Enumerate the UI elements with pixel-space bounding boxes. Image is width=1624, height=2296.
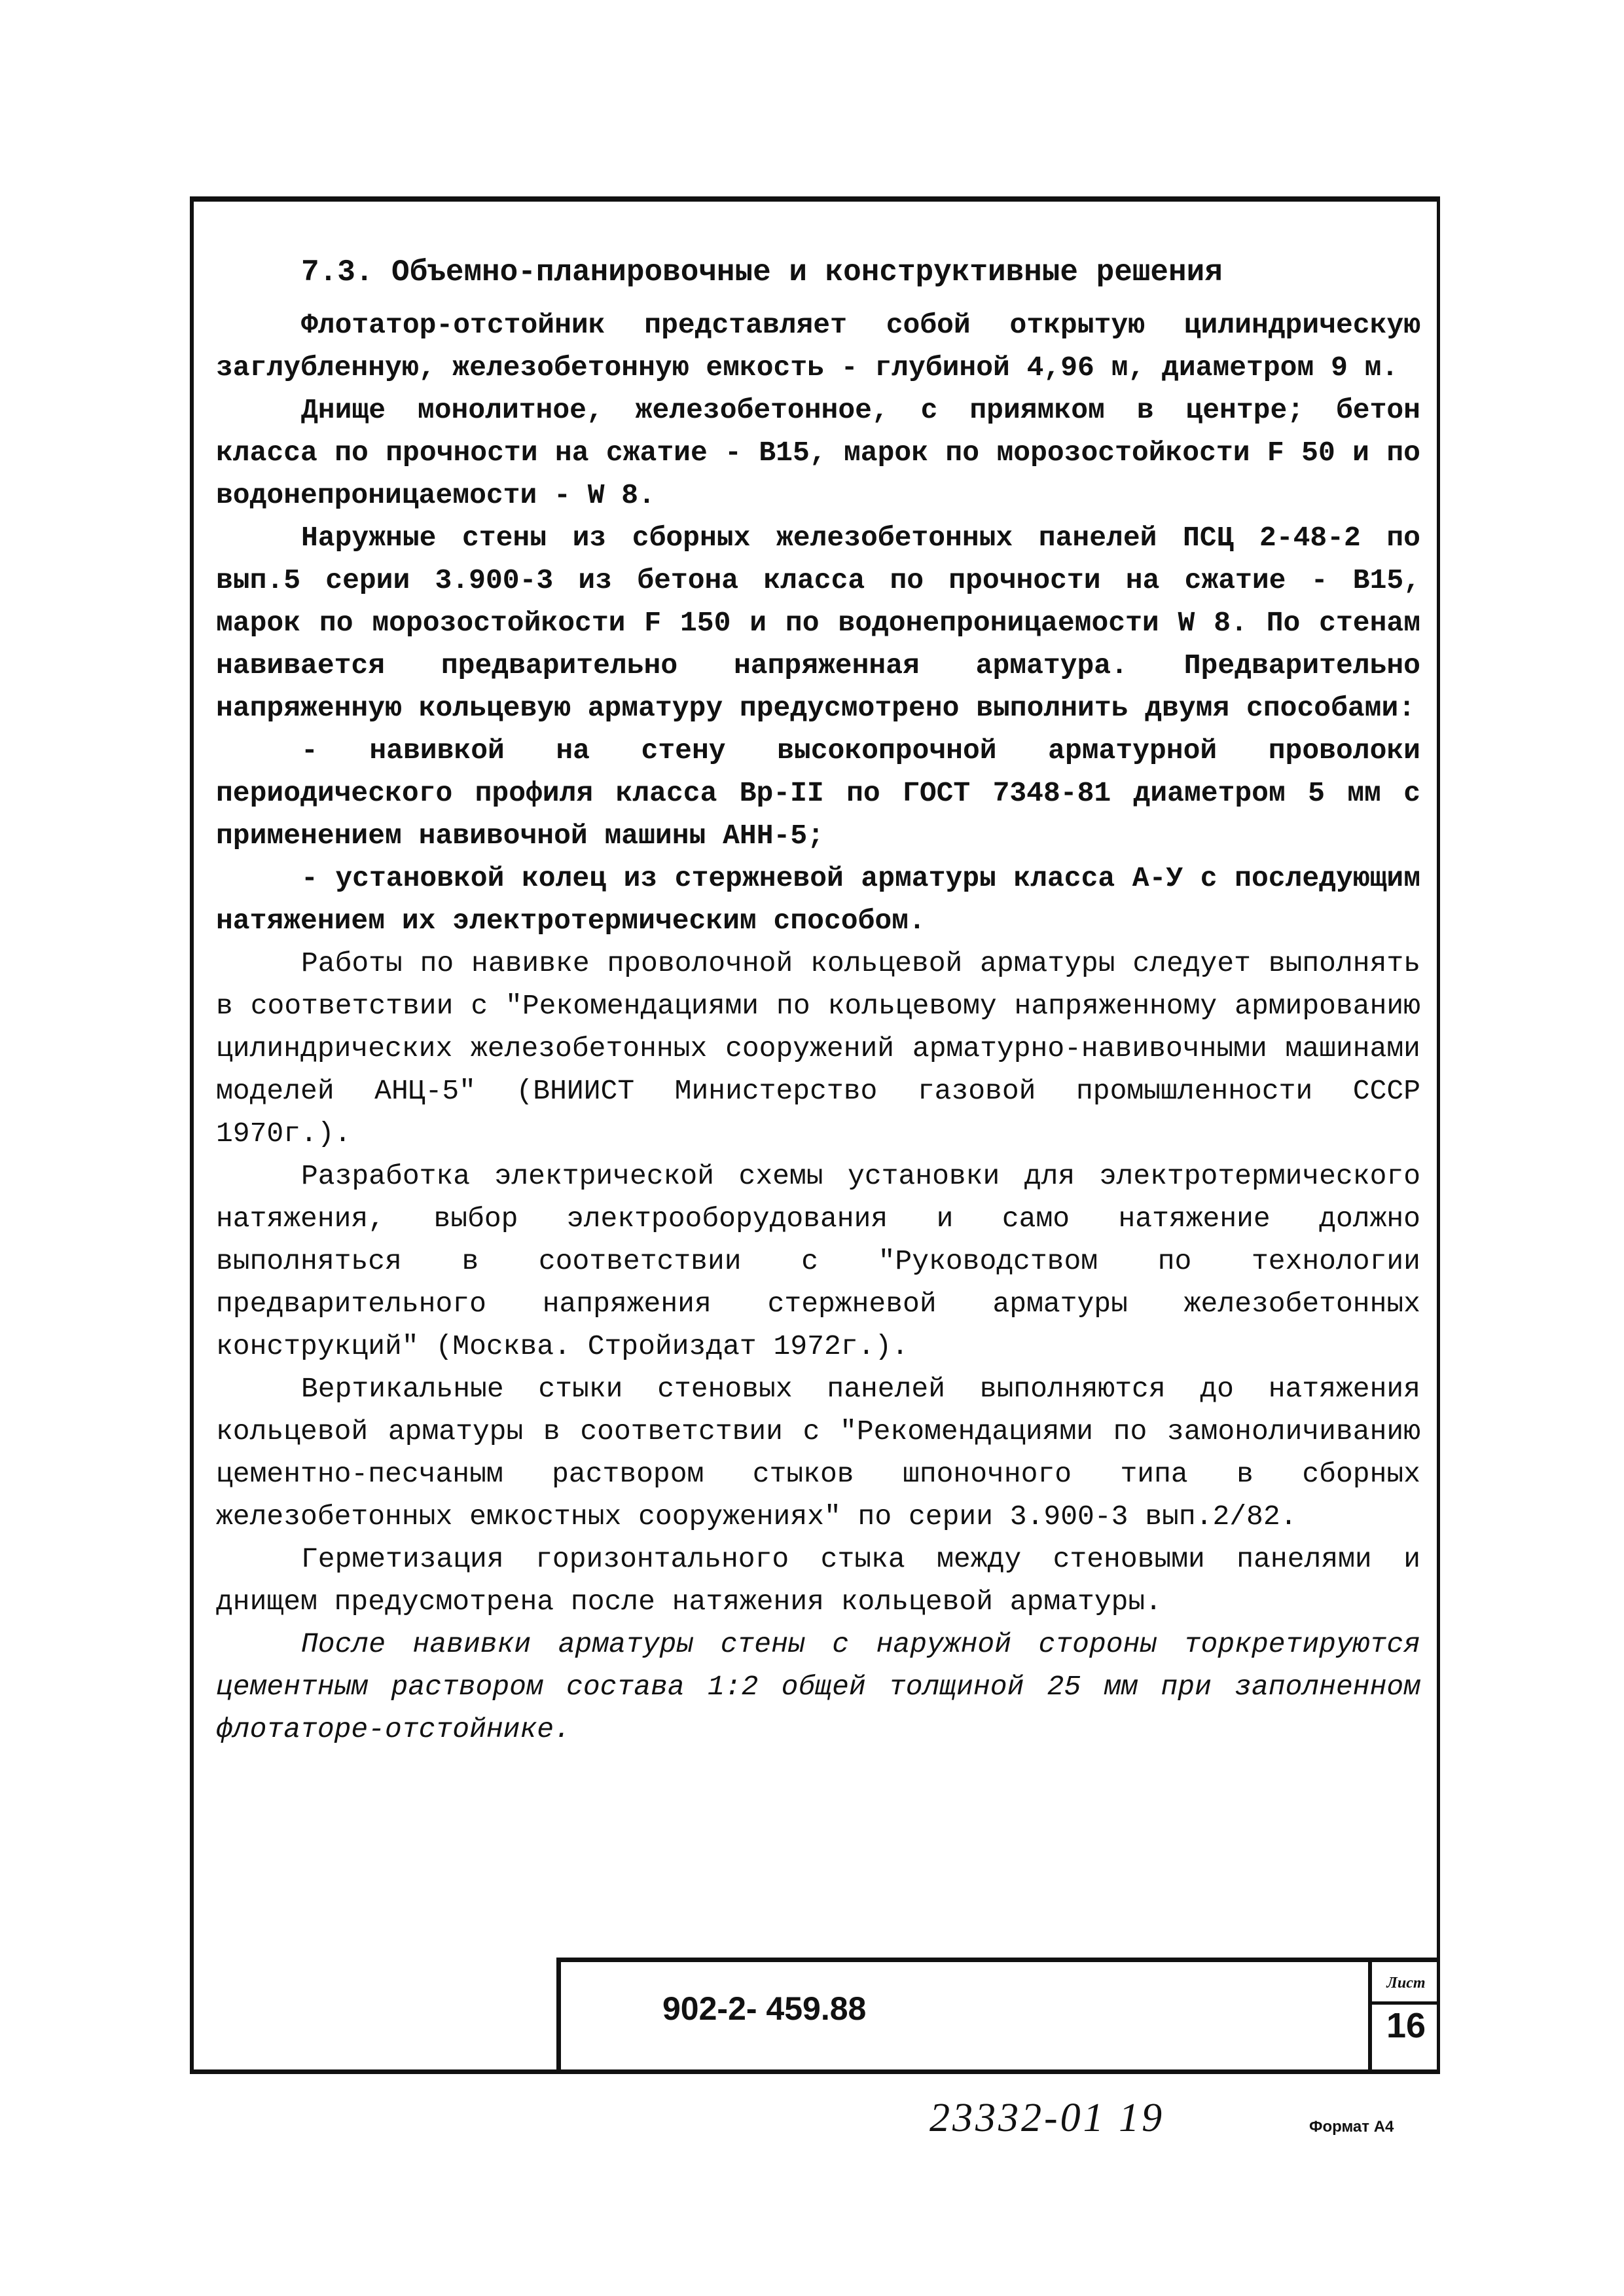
paragraph-7: Разработка электрической схемы установки для электротермического натяжения, выбор электрооборудования и само натяжение должно выполняться в соответствии с "Руководством по технологии предварительного напряжения стержневой арматуры железобетонных конструкций" (Москва. Стройиздат 1972г.). bbox=[216, 1160, 1420, 1362]
document-body bbox=[216, 255, 1420, 1751]
inventory-number: 23332-01 19 bbox=[929, 2096, 1165, 2140]
sheet-box bbox=[1368, 1962, 1440, 2072]
paragraph-9: Герметизация горизонтального стыка между стеновыми панелями и днищем предусмотрена после натяжения кольцевой арматуры. bbox=[216, 1543, 1420, 1618]
paragraph-10: После навивки арматуры стены с наружной стороны торкретируются цементным раствором состава 1:2 общей толщиной 25 мм при заполненном флотаторе-отстойнике. bbox=[216, 1628, 1420, 1745]
title-block-stamp bbox=[556, 1958, 1440, 2071]
sheet-number: 16 bbox=[1386, 2006, 1426, 2045]
sheet-label: Лист bbox=[1372, 1965, 1440, 2005]
paragraph-3: Наружные стены из сборных железобетонных панелей ПСЦ 2-48-2 по вып.5 серии 3.900-3 из бетона класса по прочности на сжатие - В15, марок по морозостойкости F 150 и по водонепроницаемости W 8. По стенам навивается предварительно напряженная арматура. Предварительно напряженную кольцевую арматуру предусмотрено выполнить двумя способами: bbox=[216, 522, 1420, 724]
paragraph-1: Флотатор-отстойник представляет собой открытую цилиндрическую заглубленную, железобетонную емкость - глубиной 4,96 м, диаметром 9 м. bbox=[216, 309, 1420, 384]
format-label: Формат А4 bbox=[1309, 2118, 1394, 2136]
section-heading: 7.3. Объемно-планировочные и конструктивные решения bbox=[301, 255, 1223, 289]
paragraph-8: Вертикальные стыки стеновых панелей выполняются до натяжения кольцевой арматуры в соответствии с "Рекомендациями по замоноличиванию цементно-песчаным раствором стыков шпоночного типа в сборных железобетонных емкостных сооружениях" по серии 3.900-3 вып.2/82. bbox=[216, 1373, 1420, 1533]
paragraph-5: - установкой колец из стержневой арматуры класса А-У с последующим натяжением их электротермическим способом. bbox=[216, 862, 1420, 937]
paragraph-2: Днище монолитное, железобетонное, с приямком в центре; бетон класса по прочности на сжатие - В15, марок по морозостойкости F 50 и по водонепроницаемости - W 8. bbox=[216, 394, 1420, 511]
document-code: 902-2- 459.88 bbox=[662, 1990, 867, 2027]
paragraph-4: - навивкой на стену высокопрочной арматурной проволоки периодического профиля класса Вр-II по ГОСТ 7348-81 диаметром 5 мм с применением навивочной машины АНН-5; bbox=[216, 735, 1420, 852]
paragraph-6: Работы по навивке проволочной кольцевой арматуры следует выполнять в соответствии с "Рекомендациями по кольцевому напряженному армированию цилиндрических железобетонных сооружений арматурно-навивочными машинами моделей АНЦ-5" (ВНИИСТ Министерство газовой промышленности СССР 1970г.). bbox=[216, 947, 1420, 1150]
